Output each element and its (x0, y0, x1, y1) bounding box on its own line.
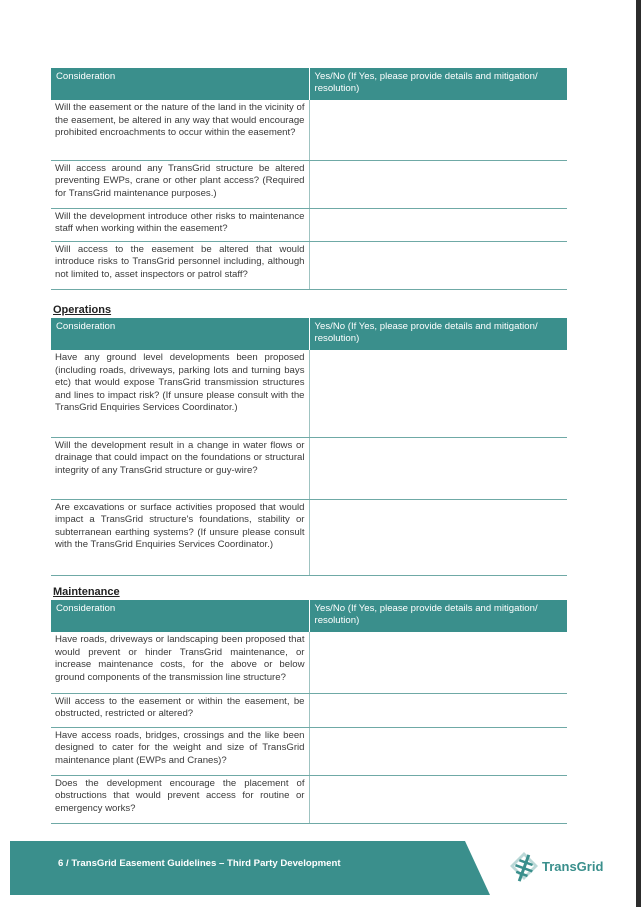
footer-text: 6 / TransGrid Easement Guidelines – Third Party Development (58, 858, 341, 869)
consideration-text: Have access roads, bridges, crossings and the like been designed to cater for the weight and size of TransGrid maintenance plant (EWPs and Cranes)? (51, 727, 309, 775)
table-row (51, 693, 567, 727)
transgrid-logo (508, 850, 618, 886)
response-cell[interactable] (309, 437, 567, 499)
response-cell[interactable] (309, 241, 567, 289)
consideration-text: Will access around any TransGrid structure be altered preventing EWPs, crane or other plant access? (Required for TransGrid maintenance purposes.) (51, 160, 309, 208)
header-consideration: Consideration (51, 68, 309, 100)
table-row (51, 437, 567, 499)
operations-heading: Operations (53, 304, 112, 316)
response-cell[interactable] (309, 727, 567, 775)
response-cell[interactable] (309, 693, 567, 727)
consideration-table-maintenance (51, 600, 567, 824)
table-row (51, 100, 567, 160)
response-cell[interactable] (309, 208, 567, 241)
page-footer (10, 841, 636, 895)
response-cell[interactable] (309, 632, 567, 693)
table-row (51, 160, 567, 208)
table-row (51, 241, 567, 289)
header-consideration: Consideration (51, 318, 309, 350)
page-edge (636, 0, 641, 907)
table-row (51, 727, 567, 775)
table-row (51, 208, 567, 241)
consideration-text: Will the development result in a change in water flows or drainage that could impact on the foundations or structural integrity of any TransGrid structure or guy-wire? (51, 437, 309, 499)
response-cell[interactable] (309, 100, 567, 160)
transgrid-logo-icon (508, 850, 540, 886)
response-cell[interactable] (309, 775, 567, 823)
table-row (51, 632, 567, 693)
response-cell[interactable] (309, 499, 567, 575)
maintenance-heading: Maintenance (53, 586, 120, 598)
header-response: Yes/No (If Yes, please provide details and mitigation/ resolution) (309, 600, 567, 632)
header-response: Yes/No (If Yes, please provide details and mitigation/ resolution) (309, 318, 567, 350)
header-consideration: Consideration (51, 600, 309, 632)
header-response: Yes/No (If Yes, please provide details and mitigation/ resolution) (309, 68, 567, 100)
consideration-text: Will the easement or the nature of the land in the vicinity of the easement, be altered in any way that would encourage prohibited encroachments to occur within the easement? (51, 100, 309, 160)
consideration-text: Does the development encourage the placement of obstructions that would prevent access for routine or emergency works? (51, 775, 309, 823)
consideration-text: Have roads, driveways or landscaping been proposed that would prevent or hinder TransGrid maintenance, or increase maintenance costs, for the above or below ground components of the transmission line structure? (51, 632, 309, 693)
response-cell[interactable] (309, 350, 567, 437)
consideration-text: Have any ground level developments been proposed (including roads, driveways, parking lots and turning bays etc) that would expose TransGrid transmission structures and lines to impact risk? (If unsure please consult with the TransGrid Enquiries Services Coordinator.) (51, 350, 309, 437)
consideration-table-general (51, 68, 567, 290)
response-cell[interactable] (309, 160, 567, 208)
logo-wordmark: TransGrid (542, 859, 604, 874)
consideration-text: Will the development introduce other risks to maintenance staff when working within the easement? (51, 208, 309, 241)
consideration-table-operations (51, 318, 567, 576)
table-row (51, 350, 567, 437)
table-row (51, 499, 567, 575)
table-row (51, 775, 567, 823)
consideration-text: Will access to the easement be altered that would introduce risks to TransGrid personnel including, although not limited to, asset inspectors or patrol staff? (51, 241, 309, 289)
consideration-text: Are excavations or surface activities proposed that would impact a TransGrid structure's foundations, stability or subterranean earthing systems? (If unsure please consult with the TransGrid Enquiries Services Coordinator.) (51, 499, 309, 575)
consideration-text: Will access to the easement or within the easement, be obstructed, restricted or altered? (51, 693, 309, 727)
